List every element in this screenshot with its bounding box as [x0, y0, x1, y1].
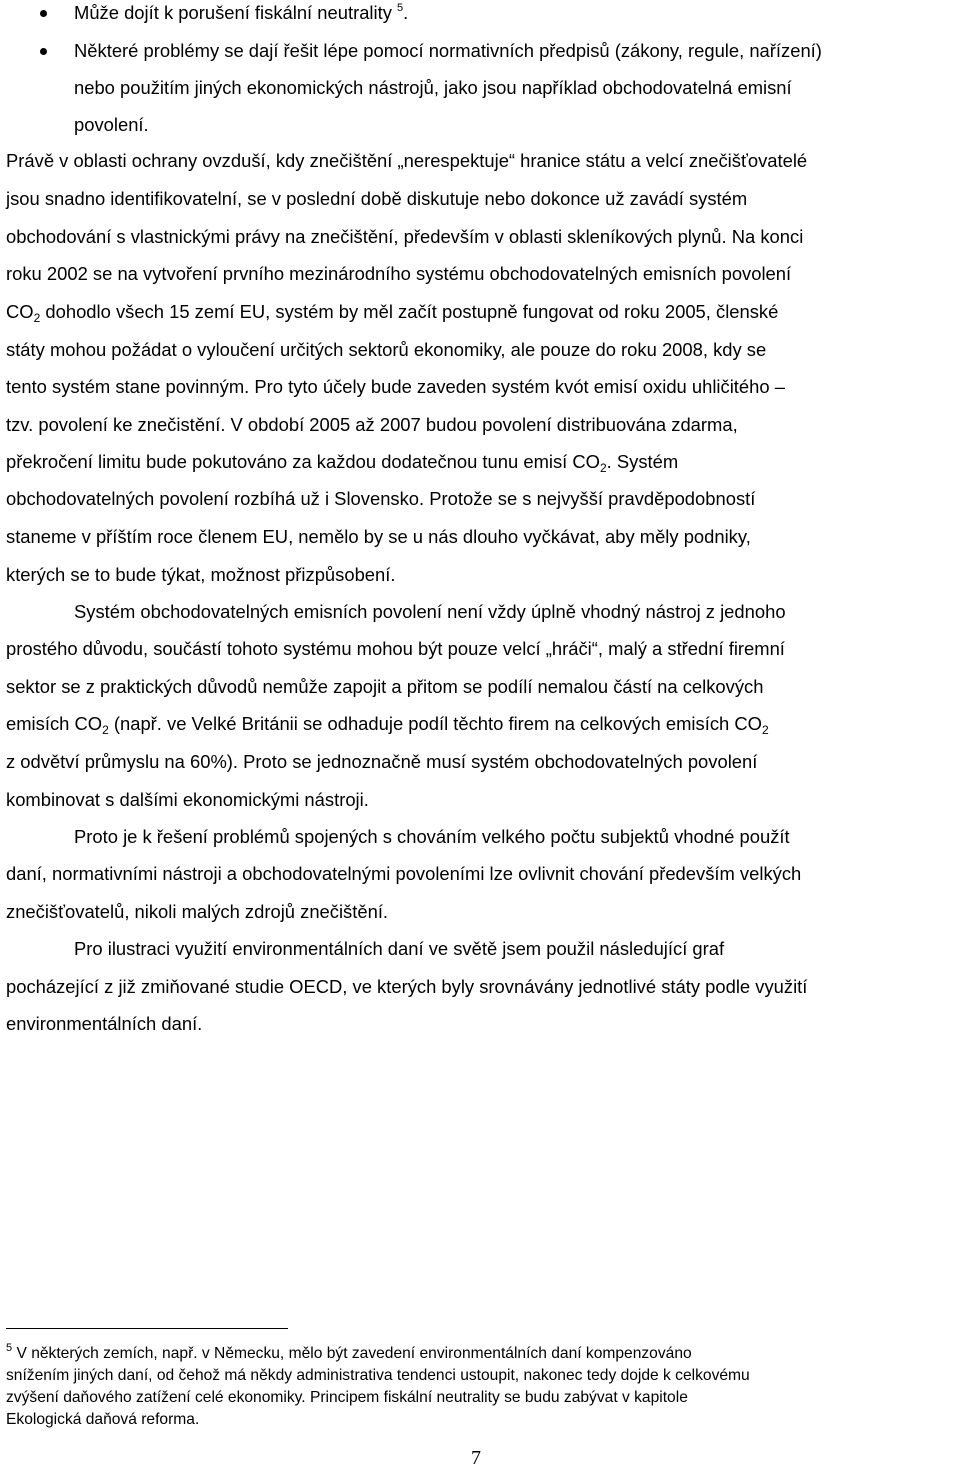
bullet-2-line-3: povolení.: [74, 114, 149, 135]
footnote-line-3: zvýšení daňového zatížení celé ekonomiky. Principem fiskální neutrality se budu zabývat v kapitole: [6, 1389, 688, 1406]
p3-line-3: znečišťovatelů, nikoli malých zdrojů znečištění.: [6, 901, 389, 922]
subscript: 2: [102, 723, 109, 737]
footnote-separator: [6, 1328, 288, 1329]
bullet-dot: [40, 48, 47, 55]
bullet-dot: [40, 10, 47, 17]
p2-line-1: Systém obchodovatelných emisních povolení není vždy úplně vhodný nástroj z jednoho: [74, 601, 786, 622]
p2-line-6: kombinovat s dalšími ekonomickými nástroji.: [6, 789, 369, 810]
p1-line-8: tzv. povolení ke znečistění. V období 2005 až 2007 budou povolení distribuována zdarma,: [6, 414, 738, 435]
p2-line-4: emisích $CO_2$ (např. ve Velké Británii se odhaduje podíl těchto firem na celkových emisích $CO_2$: [6, 713, 769, 737]
p1-line-9: překročení limitu bude pokutováno za každou dodatečnou tunu emisí $CO_2$. Systém: [6, 451, 679, 475]
p1-line-6: státy mohou požádat o vyloučení určitých sektorů ekonomiky, ale pouze do roku 2008, kdy se: [6, 339, 767, 360]
p1-line-12: kterých se to bude týkat, možnost přizpůsobení.: [6, 564, 396, 585]
p1-line-5: $CO_2$ dohodlo všech 15 zemí EU, systém by měl začít postupně fungovat od roku 2005, členské: [6, 301, 779, 325]
p3-line-1: Proto je k řešení problémů spojených s chováním velkého počtu subjektů vhodné použít: [74, 826, 790, 847]
p1-line-3: obchodování s vlastnickými právy na znečištění, především v oblasti skleníkových plynů. Na konci: [6, 226, 804, 247]
subscript: 2: [761, 723, 769, 737]
p2-line-3: sektor se z praktických důvodů nemůže zapojit a přitom se podílí nemalou částí na celkových: [6, 676, 764, 697]
p1-line-7: tento systém stane povinným. Pro tyto účely bude zaveden systém kvót emisí oxidu uhličitého –: [6, 376, 785, 397]
p2-line-2: prostého důvodu, součástí tohoto systému mohou být pouze velcí „hráči“, malý a střední firemní: [6, 638, 785, 659]
p2-line-5: z odvětví průmyslu na 60%). Proto se jednoznačně musí systém obchodovatelných povolení: [6, 751, 758, 772]
bullet-2-line-2: nebo použitím jiných ekonomických nástrojů, jako jsou například obchodovatelná emisní: [74, 77, 792, 98]
p4-line-1: Pro ilustraci využití environmentálních daní ve světě jsem použil následující graf: [74, 938, 725, 959]
bullet-2-line-1: Některé problémy se dají řešit lépe pomocí normativních předpisů (zákony, regule, nařízení): [74, 40, 822, 61]
footnote-line-2: snížením jiných daní, od čehož má někdy administrativa tendenci ustoupit, nakonec tedy dojde k celkovému: [6, 1367, 750, 1384]
footnote-line-1: $^5$ V některých zemích, např. v Německu, mělo být zavedení environmentálních daní kompenzováno: [6, 1342, 692, 1362]
p4-line-2: pocházející z již zmiňované studie OECD, ve kterých byly srovnávány jednotlivé státy podle využití: [6, 976, 808, 997]
footnote-reference[interactable]: 5: [397, 2, 404, 14]
p1-line-10: obchodovatelných povolení rozbíhá už i Slovensko. Protože se s nejvyšší pravděpodobností: [6, 488, 756, 509]
p1-line-4: roku 2002 se na vytvoření prvního mezinárodního systému obchodovatelných emisních povolení: [6, 263, 792, 284]
subscript: 2: [599, 461, 607, 475]
footnote-number: 5: [6, 1342, 13, 1354]
bullet-1-line-1: Může dojít k porušení fiskální neutrality $^5$.: [74, 2, 409, 23]
p3-line-2: daní, normativními nástroji a obchodovatelnými povoleními lze ovlivnit chování především velkých: [6, 863, 802, 884]
p1-line-1: Právě v oblasti ochrany ovzduší, kdy znečištění „nerespektuje“ hranice státu a velcí znečišťovatelé: [6, 150, 808, 171]
p4-line-3: environmentálních daní.: [6, 1013, 203, 1034]
page-number: 7: [471, 1447, 481, 1469]
footnote-line-4: Ekologická daňová reforma.: [6, 1411, 200, 1428]
p1-line-11: staneme v příštím roce členem EU, nemělo by se u nás dlouho vyčkávat, aby měly podniky,: [6, 526, 751, 547]
subscript: 2: [33, 311, 41, 325]
p1-line-2: jsou snadno identifikovatelní, se v poslední době diskutuje nebo dokonce už zavádí systém: [6, 188, 748, 209]
